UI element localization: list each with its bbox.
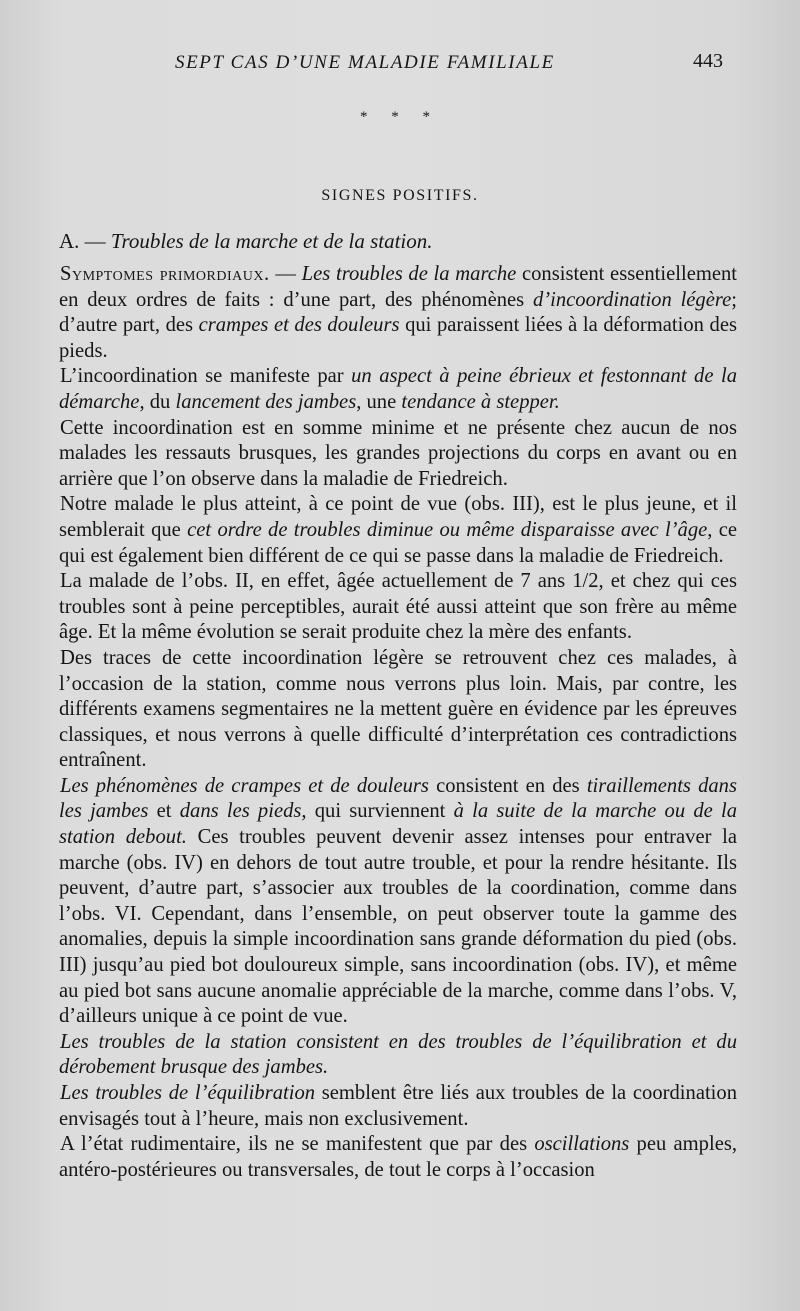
text-run: consistent essentiellement en deux ordres de faits : d’une part, des phénomènes <box>59 263 738 311</box>
paragraph <box>59 416 737 493</box>
running-head <box>0 52 800 82</box>
paragraph <box>59 569 737 646</box>
text-run: et <box>148 800 180 823</box>
text-run: — <box>269 263 302 285</box>
text-run: consistent en des <box>428 774 587 797</box>
paragraph <box>59 1081 737 1132</box>
section-title: SIGNES POSITIFS. <box>321 187 479 204</box>
paragraph <box>59 646 737 774</box>
italic-run: tendance à stepper. <box>401 390 560 413</box>
paragraph <box>59 492 737 569</box>
text-run: semblent être liés aux troubles de la coordination envisagés tout à l’heure, mais non exclusivement. <box>59 1082 737 1130</box>
text-run: La malade de l’obs. II, en effet, âgée actuellement de 7 ans 1/2, et chez qui ces troubles sont à peine perceptibles, aurait été aussi atteint que son frère au même âge. Et la même évolution se serait produite chez la mère des enfants. <box>59 570 737 644</box>
subheading <box>59 229 433 254</box>
italic-run: Les troubles de la marche <box>301 263 517 285</box>
paragraph <box>59 1030 737 1081</box>
text-run: , du <box>139 390 176 413</box>
subheading-letter: A. — <box>59 229 106 253</box>
text-run: Cette incoordination est en somme minime et ne présente chez aucun de nos malades les ressauts brusques, les grandes projections du corps en avant ou en arrière que l’on observe dans la maladie de Friedreich. <box>59 416 737 490</box>
italic-run: cet ordre de troubles diminue ou même disparaisse avec l’âge <box>187 518 708 541</box>
italic-run: Les troubles de la station consistent en des troubles de l’équilibration et du dérobement brusque des jambes. <box>59 1030 737 1079</box>
text-run: A l’état rudimentaire, ils ne se manifestent que par des <box>60 1133 535 1156</box>
italic-run: d’incoordination légère <box>532 288 732 311</box>
paragraph <box>59 262 737 364</box>
text-run: qui paraissent liées à la déformation des pieds. <box>59 314 737 362</box>
paragraph-lead: Symptomes primordiaux. <box>60 263 270 285</box>
italic-run: tiraillements dans les jambes <box>59 774 737 823</box>
asterism-ornament <box>0 109 800 125</box>
text-run: Des traces de cette incoordination légère se retrouvent chez ces malades, à l’occasion de la station, comme nous verrons plus loin. Mais, par contre, les différents examens segmentaires ne la mettent guère en évidence par les épreuves classiques, et nous verrons à quelle difficulté d’interprétation ces contradictions entraînent. <box>59 646 737 772</box>
text-run: , une <box>356 390 402 413</box>
italic-run: lancement des jambes <box>175 390 357 413</box>
text-run: L’incoordination se manifeste par <box>60 365 352 388</box>
italic-run: Les phénomènes de crampes et de douleurs <box>60 774 429 797</box>
page-number: 443 <box>693 50 723 72</box>
italic-run: Les troubles de l’équilibration <box>60 1082 316 1104</box>
text-run: Ces troubles peuvent devenir assez intenses pour entraver la marche (obs. IV) en dehors de tout autre trouble, et pour la rendre hésitante. Ils peuvent, d’autre part, s’associer aux troubles de la coordination, comme dans l’obs. VI. Cependant, dans l’ensemble, on peut observer toute la gamme des anomalies, depuis la simple incoordination sans grande déformation du pied (obs. III) jusqu’au pied bot douloureux simple, sans incoordination (obs. IV), et même au pied bot sans aucune anomalie appréciable de la marche, comme dans l’obs. V, d’ailleurs unique à ce point de vue. <box>59 826 737 1028</box>
italic-run: oscillations <box>534 1133 630 1156</box>
paragraph <box>59 1132 737 1183</box>
subheading-text: Troubles de la marche et de la station. <box>110 229 433 253</box>
italic-run: dans les pieds <box>179 800 302 823</box>
text-run: ; d’autre part, des <box>59 288 737 337</box>
running-title: SEPT CAS D’UNE MALADIE FAMILIALE <box>175 52 555 73</box>
paragraph <box>59 364 737 415</box>
italic-run: un aspect à peine ébrieux et festonnant de la démarche <box>59 365 737 413</box>
body-text <box>59 262 737 1183</box>
text-run: Notre malade le plus atteint, à ce point de vue (obs. III), est le plus jeune, et il semblerait que <box>59 493 737 541</box>
italic-run: crampes et des douleurs <box>198 314 400 337</box>
italic-run: à la suite de la marche ou de la station debout. <box>59 800 737 849</box>
text-run: , ce qui est également bien différent de ce qui se passe dans la maladie de Friedreich. <box>59 518 738 567</box>
text-run: , qui surviennent <box>301 800 454 823</box>
text-run: peu amples, antéro-postérieures ou transversales, de tout le corps à l’occasion <box>59 1133 737 1181</box>
paragraph <box>59 774 737 1030</box>
ornament-asterisks: * * * <box>360 109 440 125</box>
